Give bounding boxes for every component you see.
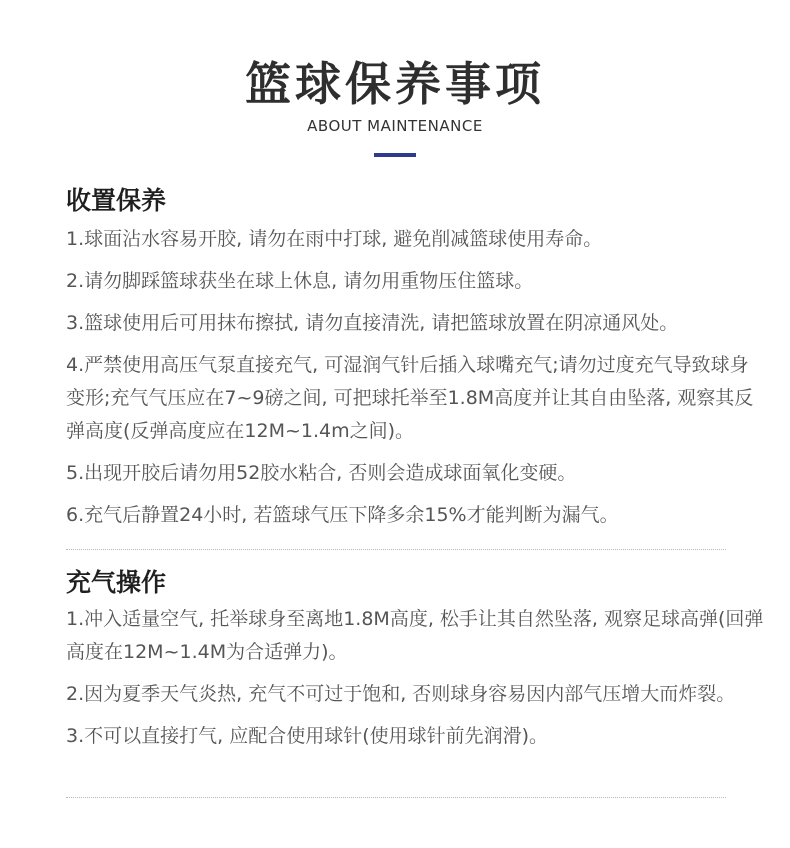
- list-item: 2.请勿脚踩篮球获坐在球上休息, 请勿用重物压住篮球。: [66, 270, 534, 292]
- title-accent-bar: [374, 153, 416, 157]
- list-item: 1.冲入适量空气, 托举球身至离地1.8M高度, 松手让其自然坠落, 观察足球高弹(回弹高度在12M~1.4M为合适弹力)。: [66, 608, 764, 663]
- section-divider: [66, 549, 726, 550]
- list-item: 5.出现开胶后请勿用52胶水粘合, 否则会造成球面氧化变硬。: [66, 462, 577, 484]
- page-title: 篮球保养事项: [245, 57, 545, 111]
- page-subtitle: ABOUT MAINTENANCE: [307, 117, 483, 135]
- list-item: 4.严禁使用高压气泵直接充气, 可湿润气针后插入球嘴充气;请勿过度充气导致球身变形;充气气压应在7~9磅之间, 可把球托举至1.8M高度并让其自由坠落, 观察其反弹高度(反弹高度应在12M~1.4m之间)。: [66, 354, 754, 442]
- list-item: 6.充气后静置24小时, 若篮球气压下降多余15%才能判断为漏气。: [66, 504, 619, 526]
- section-title: 收置保养: [66, 186, 167, 215]
- list-item: 3.篮球使用后可用抹布擦拭, 请勿直接清洗, 请把篮球放置在阴凉通风处。: [66, 312, 679, 334]
- section-divider: [66, 797, 726, 798]
- list-item: 2.因为夏季天气炎热, 充气不可过于饱和, 否则球身容易因内部气压增大而炸裂。: [66, 683, 736, 705]
- section-inflation: [66, 567, 766, 753]
- section-title: 充气操作: [66, 568, 167, 597]
- list-item: 3.不可以直接打气, 应配合使用球针(使用球针前先润滑)。: [66, 725, 549, 747]
- section-storage-care: [66, 185, 766, 532]
- list-item: 1.球面沾水容易开胶, 请勿在雨中打球, 避免削减篮球使用寿命。: [66, 228, 603, 250]
